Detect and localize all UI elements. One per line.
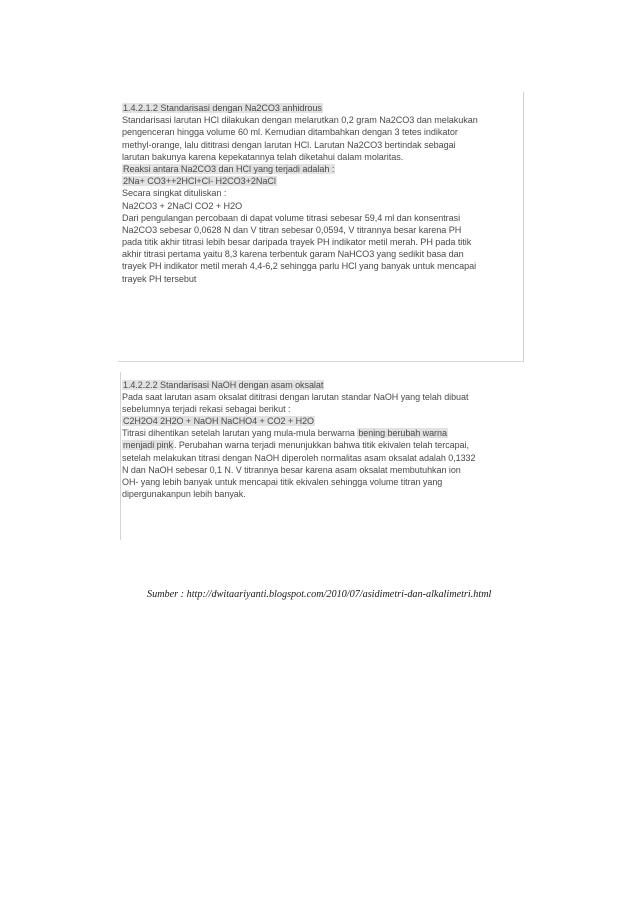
reaction-label: Reaksi antara Na2CO3 dan HCl yang terjadi adalah : bbox=[123, 163, 335, 174]
text-block bbox=[122, 379, 475, 500]
section-heading: 1.4.2.2.2 Standarisasi NaOH dengan asam oksalat bbox=[123, 380, 324, 390]
paragraph-line: OH- yang lebih banyak untuk mencapai titik ekivalen sehingga volume titran yang bbox=[122, 476, 443, 487]
paragraph-line: akhir titrasi pertama yaitu 8,3 karena terbentuk garam NaHCO3 yang sedikit basa dan bbox=[122, 249, 464, 260]
paragraph-line: dipergunakanpun lebih banyak. bbox=[122, 488, 246, 499]
reaction-equation: 2Na+ CO3++2HCl+Cl- H2CO3+2NaCl bbox=[123, 176, 276, 187]
paragraph-line: Na2CO3 sebesar 0,0628 N dan V titran sebesar 0,0594, V titrannya besar karena PH bbox=[122, 224, 462, 235]
paragraph-line: larutan bakunya karena kepekatannya telah diketahui dalam molaritas. bbox=[122, 151, 404, 162]
paragraph-line: trayek PH indikator metil merah 4,4-6,2 sehingga parlu HCl yang banyak untuk mencapai bbox=[122, 261, 477, 272]
text-block bbox=[122, 102, 478, 285]
paragraph-line: N dan NaOH sebesar 0,1 N. V titrannya besar karena asam oksalat membutuhkan ion bbox=[122, 464, 461, 475]
paragraph-line: Titrasi dihentikan setelah larutan yang mula-mula berwarna bening berubah warna bbox=[122, 428, 447, 439]
divider-line bbox=[118, 361, 524, 362]
paragraph-line: Dari pengulangan percobaan di dapat volume titrasi sebesar 59,4 ml dan konsentrasi bbox=[122, 212, 461, 223]
paragraph-line: trayek PH tersebut bbox=[122, 273, 197, 284]
paragraph-line: Pada saat larutan asam oksalat dititrasi dengan larutan standar NaOH yang telah dibuat bbox=[122, 392, 469, 403]
divider-line bbox=[523, 92, 524, 362]
paragraph-line: methyl-orange, lalu dititrasi dengan larutan HCl. Larutan Na2CO3 bertindak sebagai bbox=[122, 139, 456, 150]
divider-line bbox=[120, 372, 121, 540]
paragraph-line: Standarisasi larutan HCl dilakukan dengan melarutkan 0,2 gram Na2CO3 dan melakukan bbox=[122, 115, 478, 126]
section-heading: 1.4.2.1.2 Standarisasi dengan Na2CO3 anhidrous bbox=[123, 103, 322, 113]
reaction-equation: C2H2O4 2H2O + NaOH NaCHO4 + CO2 + H2O bbox=[123, 416, 314, 427]
paragraph-line: menjadi pink. Perubahan warna terjadi menunjukkan bahwa titik ekivalen telah tercapai, bbox=[123, 440, 469, 451]
paragraph-line: pada titik akhir titrasi lebih besar daripada trayek PH indikator metil merah. PH pada titik bbox=[122, 237, 472, 248]
paragraph-line: pengenceran hingga volume 60 ml. Kemudian ditambahkan dengan 3 tetes indikator bbox=[122, 127, 458, 138]
screenshot-standarisasi-naoh bbox=[118, 372, 524, 540]
paragraph-line: setelah melakukan titrasi dengan NaOH diperoleh normalitas asam oksalat adalah 0,1332 bbox=[122, 452, 476, 463]
summary-label: Secara singkat dituliskan : bbox=[122, 188, 227, 199]
source-citation: Sumber : http://dwitaariyanti.blogspot.com/2010/07/asidimetri-dan-alkalimetri.html bbox=[147, 589, 492, 600]
paragraph-line: sebelumnya terjadi rekasi sebagai berikut : bbox=[122, 404, 291, 415]
screenshot-standarisasi-na2co3 bbox=[118, 92, 524, 362]
summary-equation: Na2CO3 + 2NaCl CO2 + H2O bbox=[122, 200, 243, 211]
